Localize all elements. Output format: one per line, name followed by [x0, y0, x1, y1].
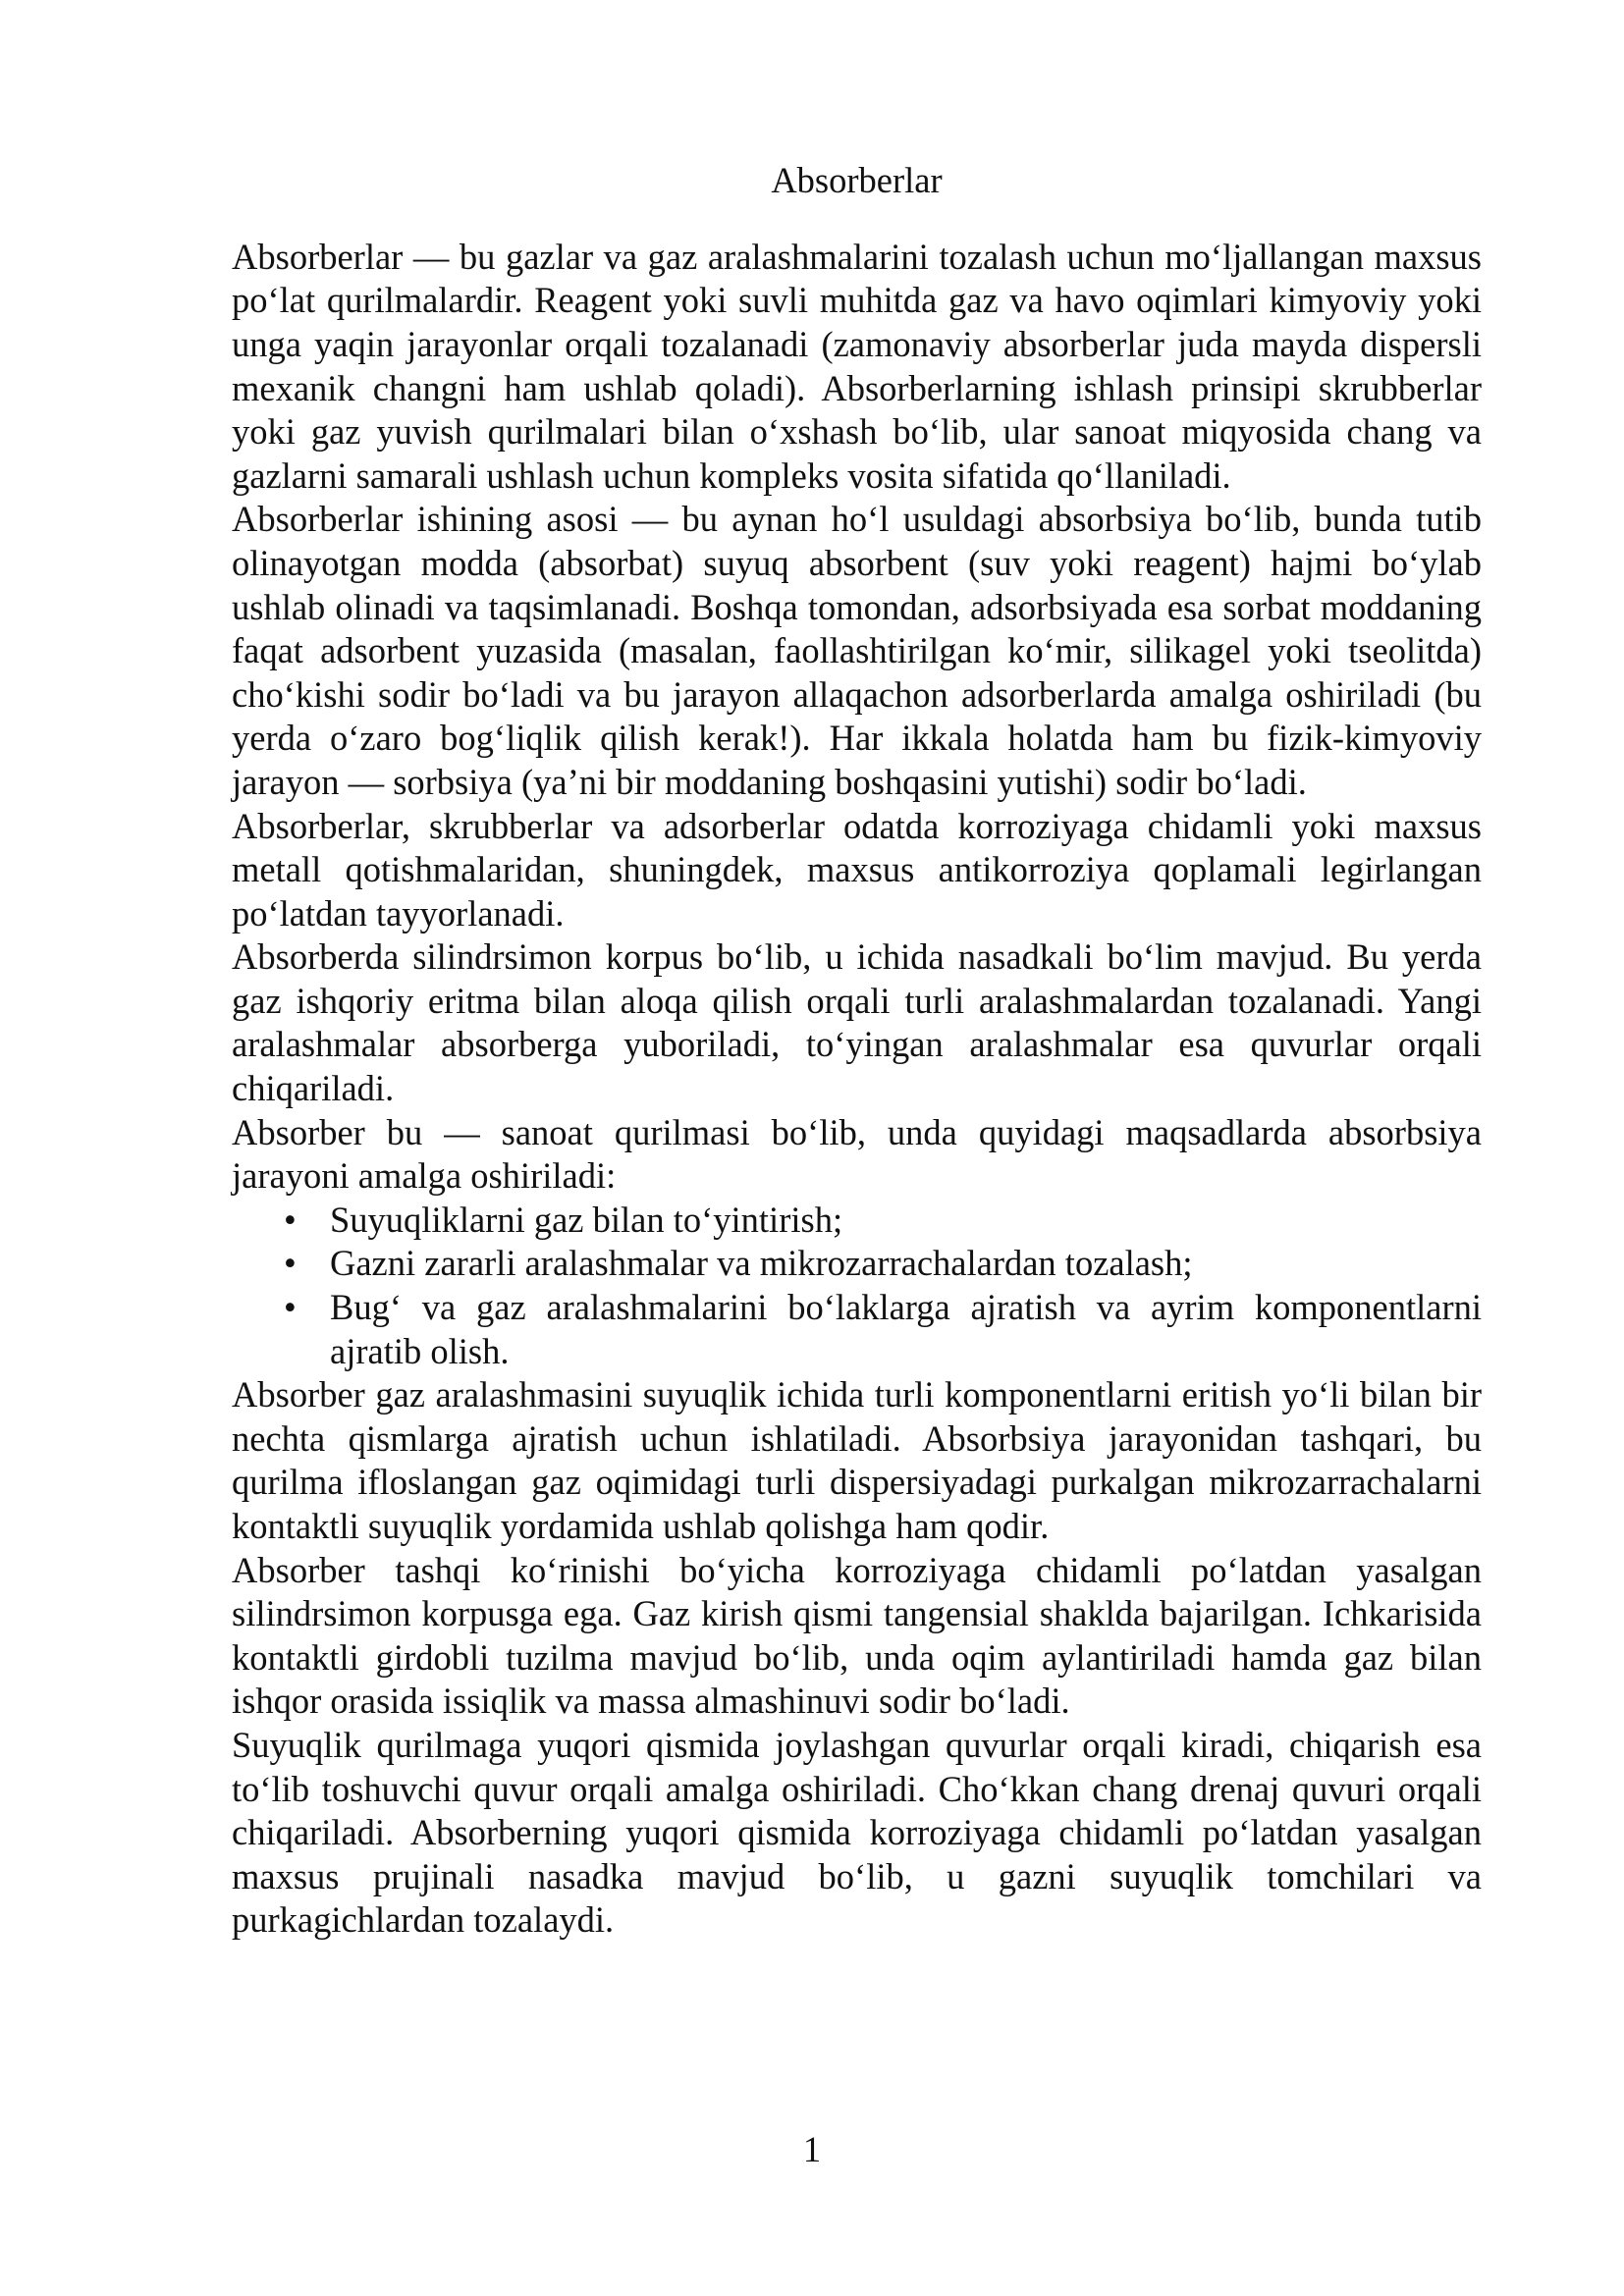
- paragraph-1: Absorberlar — bu gazlar va gaz aralashmalarini tozalash uchun mo‘ljallangan maxsus po‘lat qurilmalardir. Reagent yoki suvli muhitda gaz va havo oqimlari kimyoviy yoki unga yaqin jarayonlar orqali tozalanadi (zamonaviy absorberlar juda mayda dispersli mexanik changni ham ushlab qoladi). Absorberlarning ishlash prinsipi skrubberlar yoki gaz yuvish qurilmalari bilan o‘xshash bo‘lib, ular sanoat miqyosida chang va gazlarni samarali ushlash uchun kompleks vosita sifatida qo‘llaniladi.: [232, 236, 1482, 496]
- paragraph-2: Absorberlar ishining asosi — bu aynan ho‘l usuldagi absorbsiya bo‘lib, bunda tutib olinayotgan modda (absorbat) suyuq absorbent (suv yoki reagent) hajmi bo‘ylab ushlab olinadi va taqsimlanadi. Boshqa tomondan, adsorbsiyada esa sorbat moddaning faqat adsorbent yuzasida (masalan, faollashtirilgan ko‘mir, silikagel yoki tseolitda) cho‘kishi sodir bo‘ladi va bu jarayon allaqachon adsorberlarda amalga oshiriladi (bu yerda o‘zaro bog‘liqlik qilish kerak!). Har ikkala holatda ham bu fizik-kimyoviy jarayon — sorbsiya (ya’ni bir moddaning boshqasini yutishi) sodir bo‘ladi.: [232, 499, 1482, 802]
- document-page: [232, 147, 1482, 1943]
- page-number: 1: [802, 2129, 822, 2169]
- paragraph-3: Absorberlar, skrubberlar va adsorberlar odatda korroziyaga chidamli yoki maxsus metall qotishmalaridan, shuningdek, maxsus antikorroziya qoplamali legirlangan po‘latdan tayyorlanadi.: [232, 805, 1482, 934]
- paragraph-8: Suyuqlik qurilmaga yuqori qismida joylashgan quvurlar orqali kiradi, chiqarish esa to‘lib toshuvchi quvur orqali amalga oshiriladi. Cho‘kkan chang drenaj quvuri orqali chiqariladi. Absorberning yuqori qismida korroziyaga chidamli po‘latdan yasalgan maxsus prujinali nasadka mavjud bo‘lib, u gazni suyuqlik tomchilari va purkagichlardan tozalaydi.: [232, 1724, 1482, 1941]
- bullet-item: [232, 1199, 1482, 1243]
- paragraph-4: Absorberda silindrsimon korpus bo‘lib, u ichida nasadkali bo‘lim mavjud. Bu yerda gaz ishqoriy eritma bilan aloqa qilish orqali turli aralashmalardan tozalanadi. Yangi aralashmalar absorberga yuboriladi, to‘yingan aralashmalar esa quvurlar orqali chiqariladi.: [232, 936, 1482, 1109]
- bullet-icon: •: [284, 1287, 297, 1328]
- bullet-item: [232, 1242, 1482, 1286]
- paragraph-7: Absorber tashqi ko‘rinishi bo‘yicha korroziyaga chidamli po‘latdan yasalgan silindrsimon korpusga ega. Gaz kirish qismi tangensial shaklda bajarilgan. Ichkarisida kontaktli girdobli tuzilma mavjud bo‘lib, unda oqim aylantiriladi hamda gaz bilan ishqor orasida issiqlik va massa almashinuvi sodir bo‘ladi.: [232, 1549, 1482, 1722]
- bullet-text: Bug‘ va gaz aralashmalarini bo‘laklarga ajratish va ayrim komponentlarni ajratib olish.: [330, 1287, 1482, 1371]
- bullet-text: Gazni zararli aralashmalar va mikrozarrachalardan tozalash;: [330, 1243, 1193, 1284]
- bullet-icon: •: [284, 1243, 297, 1284]
- bullet-icon: •: [284, 1199, 297, 1240]
- bullet-list: [232, 1199, 1482, 1373]
- bullet-text: Suyuqliklarni gaz bilan to‘yintirish;: [330, 1199, 843, 1240]
- paragraph-5: Absorber bu — sanoat qurilmasi bo‘lib, unda quyidagi maqsadlarda absorbsiya jarayoni amalga oshiriladi:: [232, 1111, 1482, 1197]
- bullet-item: [232, 1286, 1482, 1373]
- paragraph-6: Absorber gaz aralashmasini suyuqlik ichida turli komponentlarni eritish yo‘li bilan bir nechta qismlarga ajratish uchun ishlatiladi. Absorbsiya jarayonidan tashqari, bu qurilma ifloslangan gaz oqimidagi turli dispersiyadagi purkalgan mikrozarrachalarni kontaktli suyuqlik yordamida ushlab qolishga ham qodir.: [232, 1374, 1482, 1547]
- document-title: Absorberlar: [771, 160, 943, 200]
